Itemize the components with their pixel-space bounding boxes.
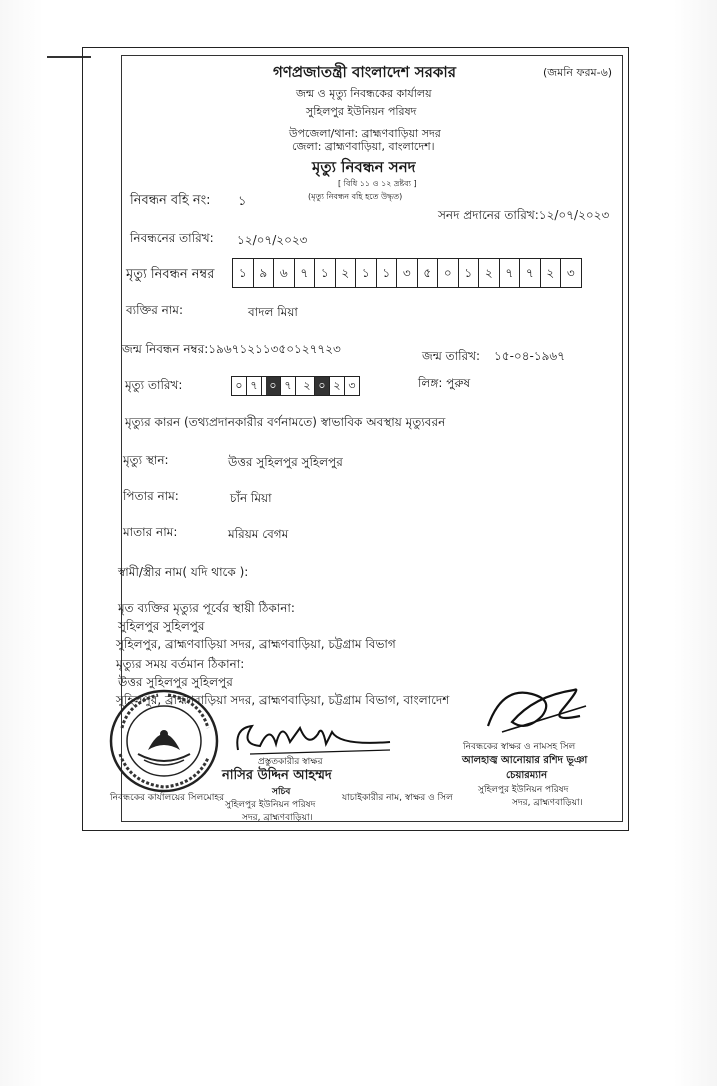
government-title: গণপ্রজাতন্ত্রী বাংলাদেশ সরকার	[273, 63, 456, 81]
death-reg-digit: ১	[356, 259, 377, 287]
mother-label: মাতার নাম:	[123, 525, 178, 539]
registrar-signature-label: নিবন্ধকের স্বাক্ষর ও নামসহ সিল	[463, 742, 576, 752]
document-title: মৃত্যু নিবন্ধন সনদ	[312, 158, 416, 176]
death-date-digit: ৭	[281, 377, 296, 395]
present-address-line2: সুহিলপুর, ব্রাহ্মণবাড়িয়া সদর, ব্রাহ্মণবাড়িয়া, চট্টগ্রাম বিভাগ, বাংলাদেশ	[116, 693, 450, 707]
book-no-label: নিবন্ধন বহি নং:	[130, 193, 211, 208]
district-line: জেলা: ব্রাহ্মণবাড়িয়া, বাংলাদেশ।	[292, 140, 435, 153]
death-reg-digit: ১	[459, 259, 480, 287]
book-no-value: ১	[238, 194, 247, 209]
death-reg-digit: ৭	[295, 259, 316, 287]
death-place-label: মৃত্যু স্থান:	[123, 453, 169, 467]
registrar-office: সুহিলপুর ইউনিয়ন পরিষদ	[478, 785, 569, 795]
death-reg-digit: ৭	[500, 259, 521, 287]
permanent-address-label: মৃত ব্যক্তির মৃত্যুর পূর্বের স্থায়ী ঠিকানা:	[118, 601, 295, 615]
death-place-value: উত্তর সুহিলপুর সুহিলপুর	[228, 455, 343, 469]
death-reg-label: মৃত্যু নিবন্ধন নম্বর	[126, 267, 215, 282]
death-reg-digit: ৯	[254, 259, 275, 287]
death-reg-number-boxes	[232, 258, 582, 288]
death-reg-digit: ২	[479, 259, 500, 287]
death-date-digit: ৩	[348, 379, 356, 392]
death-date-digit: ৭	[247, 377, 262, 395]
father-value: চাঁন মিয়া	[230, 491, 272, 505]
verifier-label: যাচাইকারীর নাম, স্বাক্ষর ও সিল	[342, 793, 453, 803]
death-reg-digit: ৩	[397, 259, 418, 287]
rule-reference: [ বিধি ১১ ও ১২ দ্রষ্টব্য ]	[338, 179, 417, 188]
reg-date-value: ১২/০৭/২০২৩	[237, 233, 308, 247]
issue-date: সনদ প্রদানের তারিখ:১২/০৭/২০২৩	[438, 208, 610, 222]
permanent-address-line2: সুহিলপুর, ব্রাহ্মণবাড়িয়া সদর, ব্রাহ্মণবাড়িয়া, চট্টগ্রাম বিভাগ	[116, 637, 396, 651]
death-reg-digit: ২	[336, 259, 357, 287]
office-title: জন্ম ও মৃত্যু নিবন্ধকের কার্যালয়	[296, 87, 432, 100]
death-reg-digit: ২	[541, 259, 562, 287]
preparer-location: সদর, ব্রাহ্মণবাড়িয়া।	[242, 813, 313, 823]
gender: লিঙ্গ: পুরুষ	[418, 376, 471, 390]
death-date-digit: ০	[266, 377, 281, 395]
death-date-digit: ০	[315, 377, 330, 395]
death-reg-digit: ১	[315, 259, 336, 287]
death-reg-digit: ০	[438, 259, 459, 287]
union-name: সুহিলপুর ইউনিয়ন পরিষদ	[306, 105, 417, 118]
father-label: পিতার নাম:	[123, 489, 179, 503]
spouse-label: স্বামী/স্ত্রীর নাম( যদি থাকে ):	[118, 565, 249, 579]
mother-value: মরিয়ম বেগম	[228, 527, 289, 541]
death-reg-digit: ১	[377, 259, 398, 287]
death-reg-digit: ৩	[566, 266, 575, 280]
birth-date-label: জন্ম তারিখ:	[422, 349, 481, 363]
preparer-name: নাসির উদ্দিন আহম্মদ	[222, 768, 332, 783]
registrar-role: চেয়ারম্যান	[506, 770, 548, 781]
preparer-signature-label: প্রস্তুতকারীর স্বাক্ষর	[258, 757, 323, 767]
registrar-signature	[482, 676, 592, 736]
death-date-digit: ২	[300, 377, 315, 395]
death-date-boxes	[231, 376, 360, 396]
present-address-label: মৃত্যুর সময় বর্তমান ঠিকানা:	[116, 657, 245, 671]
extract-note: (মৃত্যু নিবন্ধন বহি হতে উদ্ধৃত)	[308, 192, 403, 201]
permanent-address-line1: সুহিলপুর সুহিলপুর	[118, 619, 205, 633]
birth-date-value: ১৫-০৪-১৯৬৭	[494, 349, 566, 363]
upazila-line: উপজেলা/থানা: ব্রাহ্মণবাড়িয়া সদর	[289, 127, 441, 140]
death-reg-digit: ৬	[274, 259, 295, 287]
registrar-location: সদর, ব্রাহ্মণবাড়িয়া।	[512, 798, 583, 808]
name-label: ব্যক্তির নাম:	[126, 303, 184, 317]
name-value: বাদল মিয়া	[248, 305, 298, 319]
office-seal-stamp	[108, 688, 220, 794]
death-reg-digit: ৭	[520, 259, 541, 287]
death-date-digit: ২	[330, 377, 345, 395]
death-date-label: মৃত্যু তারিখ:	[125, 378, 183, 392]
birth-reg-number: জন্ম নিবন্ধন নম্বর:১৯৬৭১২১১৩৫০১২৭৭২৩	[122, 342, 341, 356]
registrar-name: আলহাজ্ব আনোয়ার রশিদ ভূঞা	[462, 755, 588, 766]
form-number: (জমনি ফরম-৬)	[543, 66, 613, 79]
death-cause: মৃত্যুর কারন (তথ্যপ্রদানকারীর বর্ণনামতে) স্বাভাবিক অবস্থায় মৃত্যুবরন	[125, 415, 446, 429]
preparer-role: সচিব	[272, 787, 291, 797]
preparer-office: সুহিলপুর ইউনিয়ন পরিষদ	[225, 800, 316, 810]
reg-date-label: নিবন্ধনের তারিখ:	[130, 231, 214, 245]
seal-label: নিবন্ধকের কার্যালয়ের সিলমোহর	[110, 793, 225, 803]
death-reg-digit: ১	[233, 259, 254, 287]
death-date-digit: ০	[232, 377, 247, 395]
present-address-line1: উত্তর সুহিলপুর সুহিলপুর	[118, 675, 233, 689]
death-reg-digit: ৫	[418, 259, 439, 287]
